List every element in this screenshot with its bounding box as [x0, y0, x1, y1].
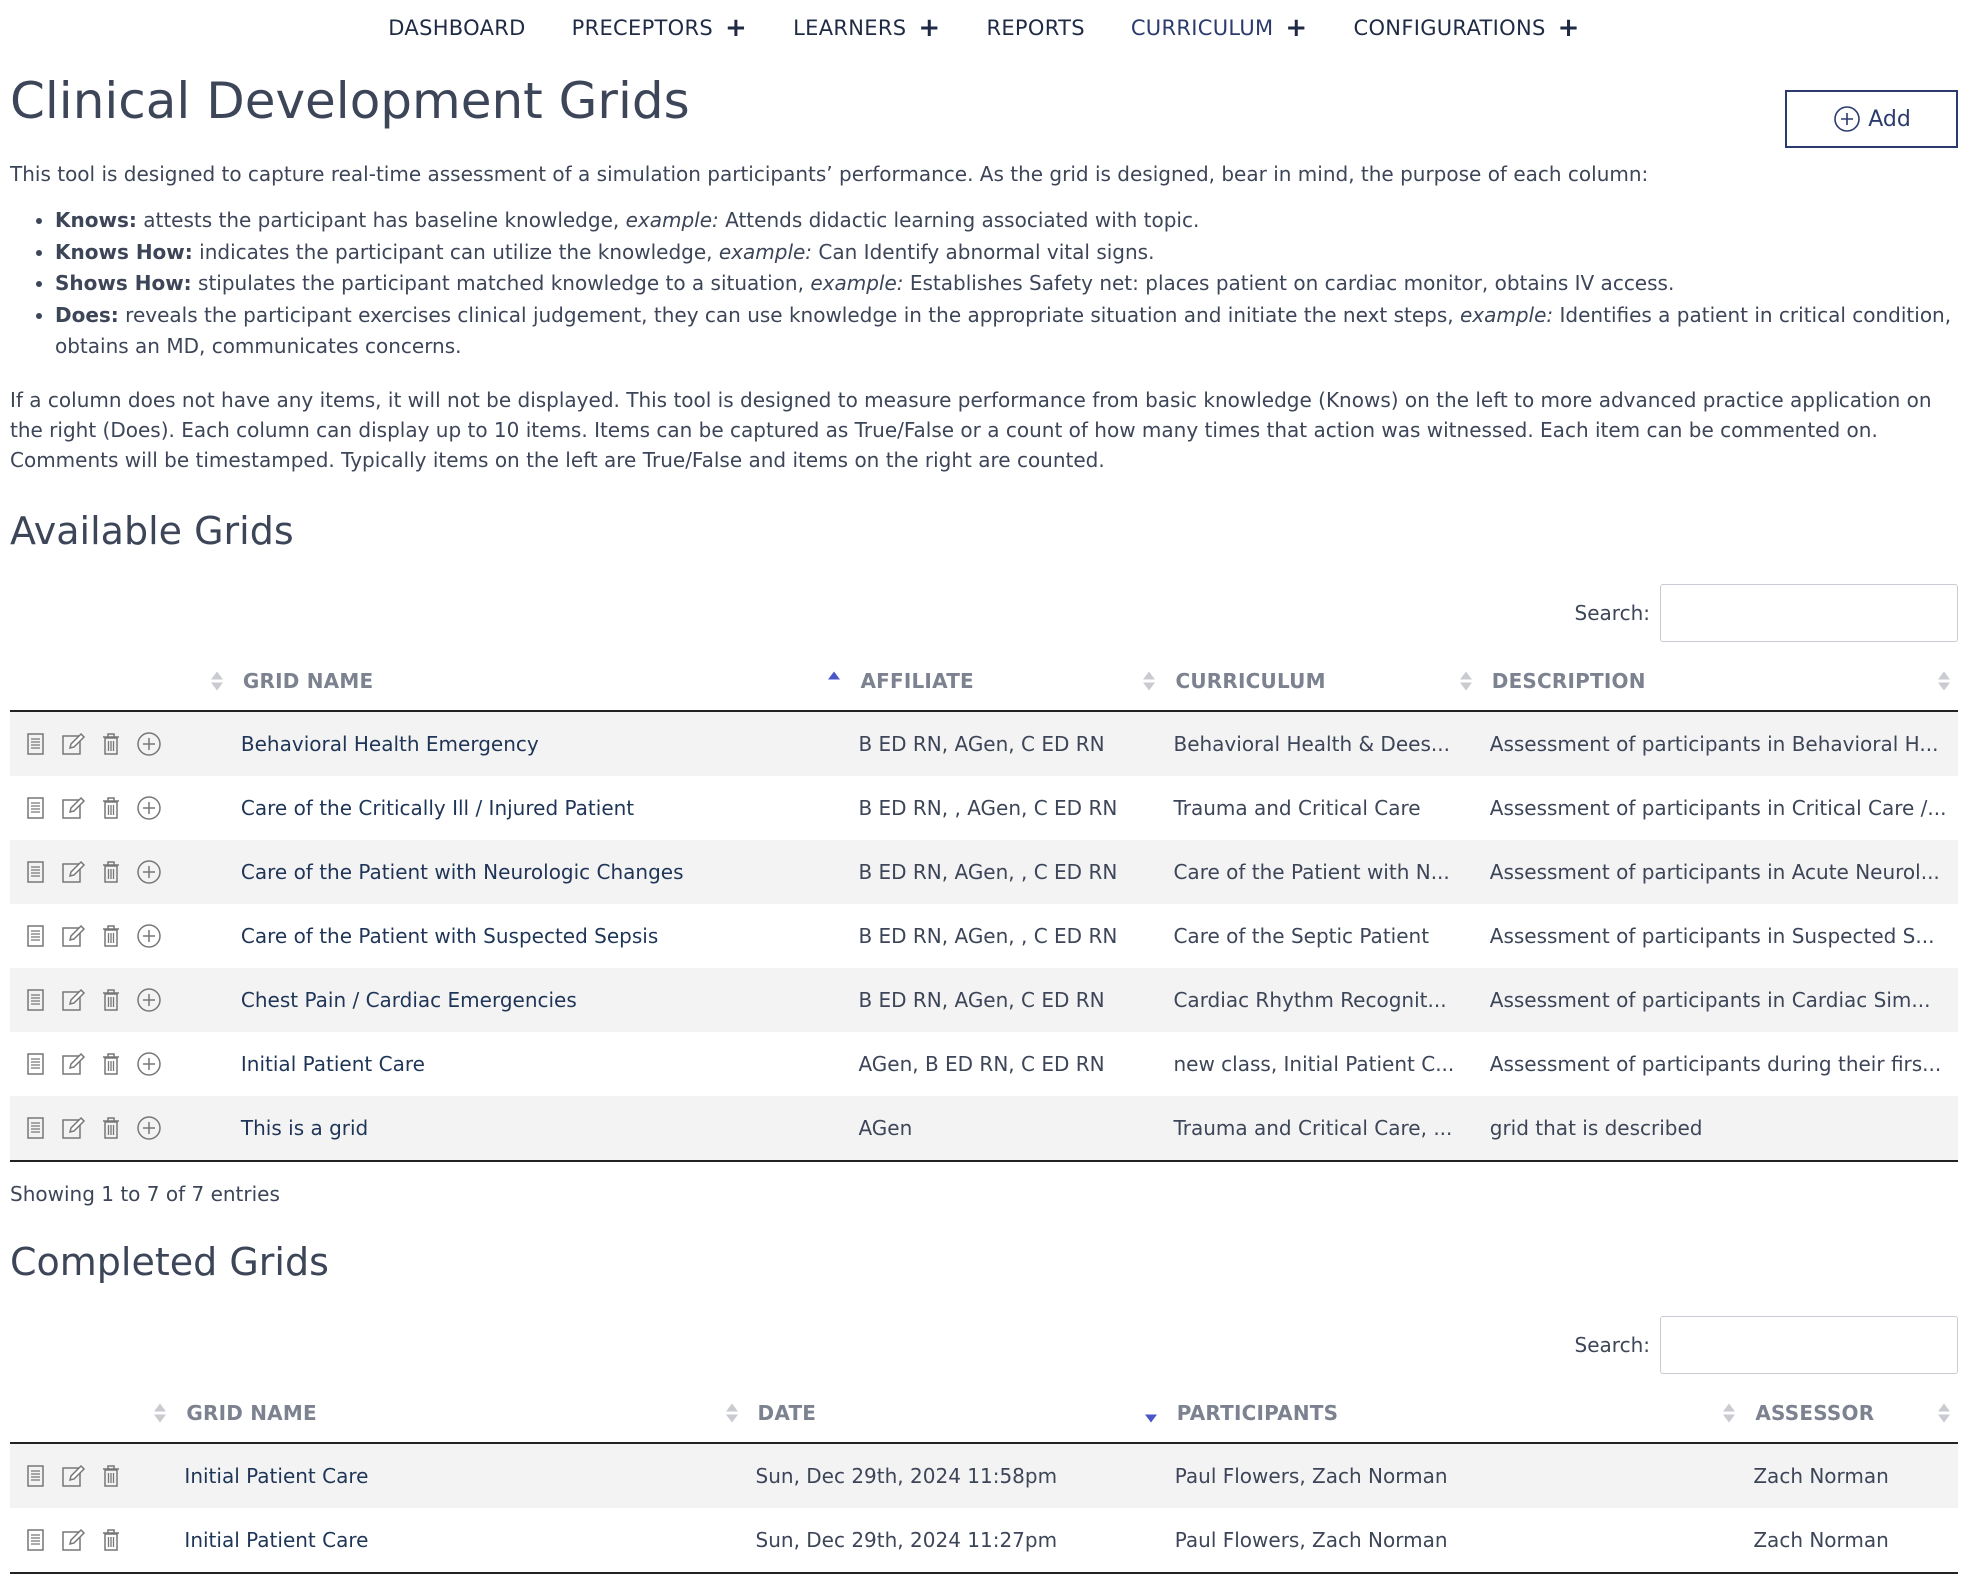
edit-icon[interactable] — [58, 1461, 88, 1491]
plus-icon[interactable]: + — [725, 13, 748, 43]
actions-cell — [10, 711, 231, 776]
column-term: Knows How: — [55, 239, 193, 264]
document-icon[interactable] — [20, 1113, 50, 1143]
row-actions — [20, 793, 221, 823]
nav-label: DASHBOARD — [388, 16, 526, 40]
grid-name-cell — [231, 776, 849, 840]
curriculum-cell: Cardiac Rhythm Recognit... — [1163, 968, 1479, 1032]
document-icon[interactable] — [20, 921, 50, 951]
nav-item-dashboard[interactable] — [365, 16, 548, 40]
top-navigation — [0, 0, 1968, 56]
available-search — [10, 584, 1958, 642]
column-definitions — [10, 205, 1958, 363]
nav-item-configurations[interactable] — [1331, 15, 1603, 41]
row-actions — [20, 729, 221, 759]
grid-name-link[interactable]: Behavioral Health Emergency — [240, 732, 539, 757]
sort-icon — [1723, 1403, 1735, 1422]
grid-name-link[interactable]: This is a grid — [240, 1116, 369, 1141]
affiliate-cell: B ED RN, AGen, , C ED RN — [848, 840, 1163, 904]
plus-circle-icon — [1832, 104, 1862, 134]
example-label: example: — [718, 239, 813, 264]
plus-circle-icon[interactable] — [134, 729, 164, 759]
grid-name-cell — [231, 711, 849, 776]
column-definition — [55, 237, 1958, 269]
description-cell: grid that is described — [1480, 1096, 1958, 1161]
column-header-label: GRID NAME — [242, 669, 374, 694]
date-cell: Sun, Dec 29th, 2024 11:58pm — [746, 1443, 1165, 1508]
add-button-label: Add — [1868, 106, 1911, 132]
trash-icon[interactable] — [96, 857, 126, 887]
nav-label: CONFIGURATIONS — [1353, 16, 1546, 40]
document-icon[interactable] — [20, 985, 50, 1015]
assessor-cell: Zach Norman — [1743, 1508, 1958, 1573]
curriculum-cell: Trauma and Critical Care — [1173, 796, 1421, 821]
affiliate-cell: B ED RN, AGen, , C ED RN — [858, 924, 1118, 949]
table-row — [10, 968, 1958, 1032]
trash-icon[interactable] — [96, 1113, 126, 1143]
column-header-label: DESCRIPTION — [1491, 669, 1646, 694]
table-row — [10, 904, 1958, 968]
row-actions — [20, 1525, 164, 1555]
description-cell: Assessment of participants in Critical Care /... — [1489, 796, 1947, 821]
edit-icon[interactable] — [58, 985, 88, 1015]
grid-name-cell — [174, 1508, 745, 1573]
sort-icon — [1145, 1403, 1157, 1422]
actions-cell — [10, 1096, 231, 1161]
column-example: Identifies a patient in critical condition, obtains an MD, communicates concerns. — [55, 302, 1952, 358]
document-icon[interactable] — [20, 729, 50, 759]
table-row — [10, 1443, 1958, 1508]
sort-icon — [828, 672, 840, 691]
plus-icon[interactable]: + — [1285, 13, 1308, 43]
description-cell: Assessment of participants in Behavioral H... — [1480, 711, 1958, 776]
column-term: Shows How: — [55, 271, 192, 295]
nav-item-reports[interactable] — [963, 16, 1107, 40]
edit-icon[interactable] — [58, 921, 88, 951]
plus-icon[interactable]: + — [918, 13, 941, 43]
grid-name-link[interactable]: Initial Patient Care — [240, 1052, 425, 1077]
row-actions — [20, 985, 221, 1015]
main-content — [0, 74, 1968, 1574]
participants-cell: Paul Flowers, Zach Norman — [1165, 1443, 1744, 1508]
column-header-grid-name[interactable] — [231, 652, 849, 711]
column-header-description[interactable] — [1480, 652, 1958, 711]
trash-icon[interactable] — [96, 729, 126, 759]
table-row — [10, 1032, 1958, 1096]
affiliate-cell: B ED RN, AGen, C ED RN — [848, 711, 1163, 776]
trash-icon[interactable] — [96, 1525, 126, 1555]
grid-name-link[interactable]: Initial Patient Care — [184, 1527, 369, 1552]
column-header-curriculum[interactable] — [1163, 652, 1479, 711]
nav-item-learners[interactable] — [770, 15, 963, 41]
description-cell: Assessment of participants in Suspected S... — [1489, 924, 1935, 949]
search-label: Search: — [1574, 601, 1650, 626]
edit-icon[interactable] — [58, 1049, 88, 1079]
actions-cell — [10, 840, 231, 904]
column-text: stipulates the participant matched knowledge to a situation, — [191, 271, 811, 295]
date-cell: Sun, Dec 29th, 2024 11:27pm — [746, 1508, 1165, 1573]
page-title: Clinical Development Grids — [10, 72, 690, 130]
edit-icon[interactable] — [58, 1525, 88, 1555]
nav-label: REPORTS — [986, 16, 1085, 40]
completed-search — [10, 1316, 1958, 1374]
example-label: example: — [1459, 302, 1554, 327]
plus-icon[interactable]: + — [1557, 13, 1580, 43]
trash-icon[interactable] — [96, 1049, 126, 1079]
grid-name-link[interactable]: Care of the Patient with Suspected Sepsis — [240, 924, 659, 949]
edit-icon[interactable] — [58, 857, 88, 887]
row-actions — [20, 921, 221, 951]
column-term: Knows: — [55, 208, 137, 232]
sort-icon — [1460, 672, 1472, 691]
row-actions — [20, 857, 221, 887]
column-header-label: AFFILIATE — [860, 669, 974, 694]
column-definition — [55, 300, 1958, 363]
column-header-actions[interactable] — [10, 652, 231, 711]
grid-name-link[interactable]: Care of the Critically Ill / Injured Patient — [240, 796, 635, 821]
intro-text: This tool is designed to capture real-time assessment of a simulation participants’ performance. As the grid is designed, bear in mind, the purpose of each column: — [10, 162, 1649, 186]
sort-icon — [1938, 672, 1950, 691]
participants-cell: Paul Flowers, Zach Norman — [1165, 1508, 1744, 1573]
sort-icon — [1143, 672, 1155, 691]
document-icon[interactable] — [20, 793, 50, 823]
table-row — [10, 840, 1958, 904]
column-example: Can Identify abnormal vital signs. — [812, 239, 1155, 264]
table-row — [10, 711, 1958, 776]
table-info: Showing 1 to 7 of 7 entries — [10, 1182, 280, 1207]
add-button[interactable] — [1785, 90, 1958, 148]
document-icon[interactable] — [20, 1525, 50, 1555]
nav-item-preceptors[interactable] — [549, 15, 771, 41]
curriculum-cell: Behavioral Health & Dees... — [1163, 711, 1479, 776]
column-header-label: PARTICIPANTS — [1176, 1400, 1339, 1425]
column-text: indicates the participant can utilize the knowledge, — [192, 239, 719, 264]
trash-icon[interactable] — [96, 793, 126, 823]
table-row — [10, 1508, 1958, 1573]
grid-name-cell — [231, 1032, 849, 1096]
edit-icon[interactable] — [58, 729, 88, 759]
table-row — [10, 1096, 1958, 1161]
available-grids-table — [10, 652, 1958, 1162]
grid-name-cell — [231, 904, 849, 968]
column-header-label: ASSESSOR — [1755, 1400, 1875, 1425]
actions-cell — [10, 1032, 231, 1096]
column-header-participants[interactable] — [1165, 1384, 1744, 1443]
plus-circle-icon[interactable] — [134, 1049, 164, 1079]
document-icon[interactable] — [20, 1049, 50, 1079]
column-definition — [55, 205, 1958, 237]
description-cell: Assessment of participants in Cardiac Sim... — [1480, 968, 1958, 1032]
column-header-grid-name[interactable] — [174, 1384, 745, 1443]
explanation-text: If a column does not have any items, it will not be displayed. This tool is designed to measure performance from basic knowledge (Knows) on the left to more advanced practice application on the right (Does). Each column can display up to 10 items. Items can be captured as True/False or a count of how many times that action was witnessed. Each item can be commented on. Comments will be timestamped. Typically items on the left are True/False and items on the right are counted. — [10, 387, 1932, 472]
curriculum-cell: Trauma and Critical Care, ... — [1163, 1096, 1479, 1161]
curriculum-cell: Care of the Patient with N... — [1163, 840, 1479, 904]
affiliate-cell: AGen, B ED RN, C ED RN — [858, 1052, 1105, 1077]
plus-circle-icon[interactable] — [134, 985, 164, 1015]
sort-icon — [211, 672, 223, 691]
nav-label: PRECEPTORS — [571, 16, 714, 40]
column-example: Establishes Safety net: places patient on cardiac monitor, obtains IV access. — [903, 271, 1675, 295]
trash-icon[interactable] — [96, 985, 126, 1015]
edit-icon[interactable] — [58, 1113, 88, 1143]
actions-cell — [10, 776, 231, 840]
row-actions — [20, 1113, 221, 1143]
column-header-date[interactable] — [746, 1384, 1165, 1443]
affiliate-cell: B ED RN, AGen, C ED RN — [848, 968, 1163, 1032]
description-cell: Assessment of participants in Acute Neurol... — [1480, 840, 1958, 904]
row-actions — [20, 1049, 221, 1079]
grid-name-cell — [231, 1096, 849, 1161]
sort-icon — [726, 1403, 738, 1422]
example-label: example: — [810, 271, 904, 295]
affiliate-cell: B ED RN, , AGen, C ED RN — [858, 796, 1118, 821]
completed-search-input[interactable] — [1660, 1316, 1958, 1374]
nav-label: LEARNERS — [793, 16, 907, 40]
actions-cell — [10, 1443, 174, 1508]
trash-icon[interactable] — [96, 921, 126, 951]
row-actions — [20, 1461, 164, 1491]
sort-icon — [1938, 1403, 1950, 1422]
trash-icon[interactable] — [96, 1461, 126, 1491]
edit-icon[interactable] — [58, 793, 88, 823]
column-text: attests the participant has baseline knowledge, — [136, 208, 626, 232]
nav-item-curriculum[interactable] — [1108, 15, 1331, 41]
search-label: Search: — [1574, 1332, 1650, 1357]
column-header-actions[interactable] — [10, 1384, 174, 1443]
column-header-label: GRID NAME — [186, 1400, 317, 1425]
table-row — [10, 776, 1958, 840]
completed-grids-title: Completed Grids — [10, 1240, 329, 1285]
grid-name-link[interactable]: Initial Patient Care — [184, 1463, 369, 1488]
column-term: Does: — [55, 302, 119, 327]
completed-grids-table — [10, 1384, 1958, 1574]
grid-name-cell — [231, 968, 849, 1032]
column-definition — [55, 268, 1958, 300]
curriculum-cell: Care of the Septic Patient — [1173, 924, 1430, 949]
affiliate-cell: AGen — [848, 1096, 1163, 1161]
document-icon[interactable] — [20, 857, 50, 887]
actions-cell — [10, 904, 231, 968]
available-grids-title: Available Grids — [10, 508, 294, 553]
grid-name-link[interactable]: Chest Pain / Cardiac Emergencies — [240, 988, 577, 1013]
description-cell: Assessment of participants during their firs... — [1489, 1052, 1942, 1077]
actions-cell — [10, 968, 231, 1032]
plus-circle-icon[interactable] — [134, 921, 164, 951]
column-header-affiliate[interactable] — [848, 652, 1163, 711]
plus-circle-icon[interactable] — [134, 857, 164, 887]
column-header-label: CURRICULUM — [1175, 669, 1326, 694]
nav-label: CURRICULUM — [1130, 16, 1274, 40]
actions-cell — [10, 1508, 174, 1573]
column-header-label: DATE — [757, 1400, 817, 1425]
example-label: example: — [625, 208, 719, 232]
sort-icon — [154, 1403, 166, 1422]
assessor-cell: Zach Norman — [1743, 1443, 1958, 1508]
available-search-input[interactable] — [1660, 584, 1958, 642]
plus-circle-icon[interactable] — [134, 793, 164, 823]
column-example: Attends didactic learning associated with topic. — [718, 208, 1200, 232]
grid-name-cell — [231, 840, 849, 904]
column-text: reveals the participant exercises clinical judgement, they can use knowledge in the appropriate situation and initiate the next steps, — [118, 302, 1460, 327]
curriculum-cell: new class, Initial Patient C... — [1173, 1052, 1455, 1077]
grid-name-link[interactable]: Care of the Patient with Neurologic Changes — [240, 860, 684, 885]
grid-name-cell — [174, 1443, 745, 1508]
document-icon[interactable] — [20, 1461, 50, 1491]
plus-circle-icon[interactable] — [134, 1113, 164, 1143]
column-header-assessor[interactable] — [1743, 1384, 1958, 1443]
